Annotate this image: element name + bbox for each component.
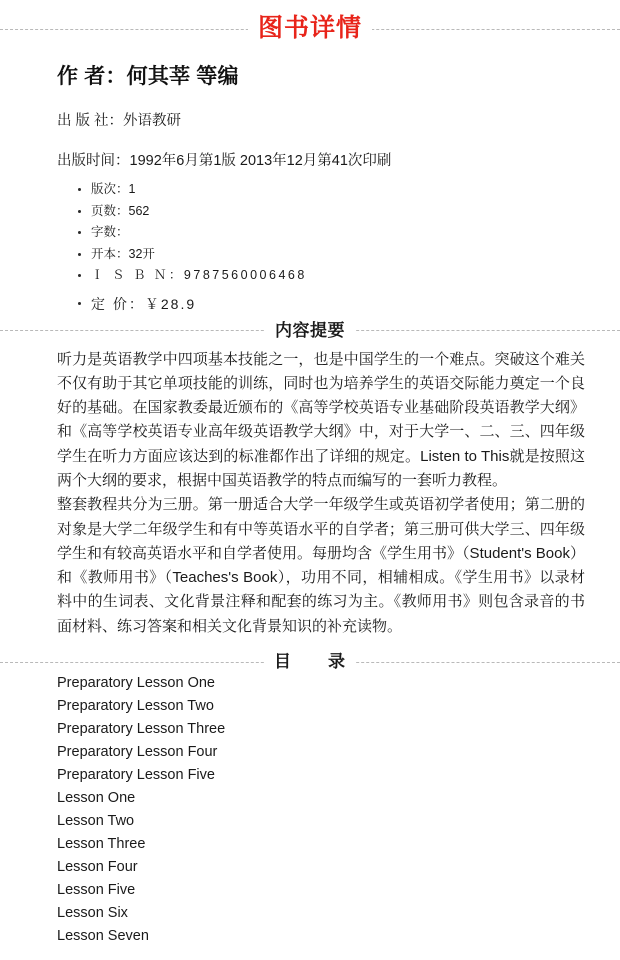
book-meta-block [0,60,620,311]
summary-paragraph-1: 听力是英语教学中四项基本技能之一，也是中国学生的一个难点。突破这个难关不仅有助于其它单项技能的训练，同时也为培养学生的英语交际能力奠定一个良好的基础。在国家教委最近颁布的《高等学校英语专业基础阶段英语教学大纲》和《高等学校英语专业高年级英语教学大纲》中，对于大学一、二、三、四年级学生在听力方面应该达到的标准都作出了详细的规定。Listen to This就是按照这两个大纲的要求，根据中国英语教学的特点而编写的一套听力教程。 [57,350,585,489]
toc-divider [0,652,620,672]
toc-item[interactable]: Preparatory Lesson One [57,675,215,692]
toc-section [0,652,620,945]
summary-body [0,348,620,640]
summary-paragraph-2: 整套教程共分为三册。第一册适合大学一年级学生或英语初学者使用；第二册的对象是大学二年级学生和有中等英语水平的自学者；第三册可供大学三、四年级学生和有较高英语水平和自学者使用。每册均含《学生用书》（Student's Book）和《教师用书》（Teaches's Book），功用不同，相辅相成。《学生用书》以录材料中的生词表、文化背景注释和配套的练习为主。《教师用书》则包含录音的书面材料、练习答案和相关文化背景知识的补充读物。 [57,496,585,635]
spec-item-format: 开本：32开 [78,248,598,261]
toc-list [0,662,620,944]
spec-item-wordcount: 字数： [78,226,598,239]
title-divider [0,14,620,42]
page-title-section [0,0,620,42]
spec-list [57,183,598,311]
toc-item[interactable]: Lesson Seven [57,928,149,945]
spec-item-edition: 版次：1 [78,183,598,196]
toc-item[interactable]: Preparatory Lesson Three [57,721,226,738]
spec-item-isbn: Ｉ Ｓ Ｂ Ｎ：9787560006468 [78,269,598,282]
summary-section [0,320,620,640]
toc-heading: 目 录 [264,653,356,670]
spec-item-price: 定 价：￥28.9 [78,297,598,311]
toc-item[interactable]: Lesson Six [57,905,128,922]
toc-item[interactable]: Preparatory Lesson Five [57,767,215,784]
toc-item[interactable]: Lesson Two [57,813,135,830]
toc-item[interactable]: Preparatory Lesson Four [57,744,218,761]
publisher-line: 出 版 社：外语教研 [57,113,182,129]
toc-item[interactable]: Lesson Five [57,882,136,899]
summary-divider [0,320,620,340]
toc-item[interactable]: Lesson Three [57,836,146,853]
toc-item[interactable]: Preparatory Lesson Two [57,698,214,715]
author-line: 作 者：何其莘 等编 [57,65,239,88]
page-title: 图书详情 [248,16,372,41]
summary-heading: 内容提要 [265,322,355,339]
publish-time-line: 出版时间：1992年6月第1版 2013年12月第41次印刷 [57,153,392,169]
spec-item-pages: 页数：562 [78,205,598,218]
toc-item[interactable]: Lesson One [57,790,136,807]
toc-item[interactable]: Lesson Four [57,859,138,876]
